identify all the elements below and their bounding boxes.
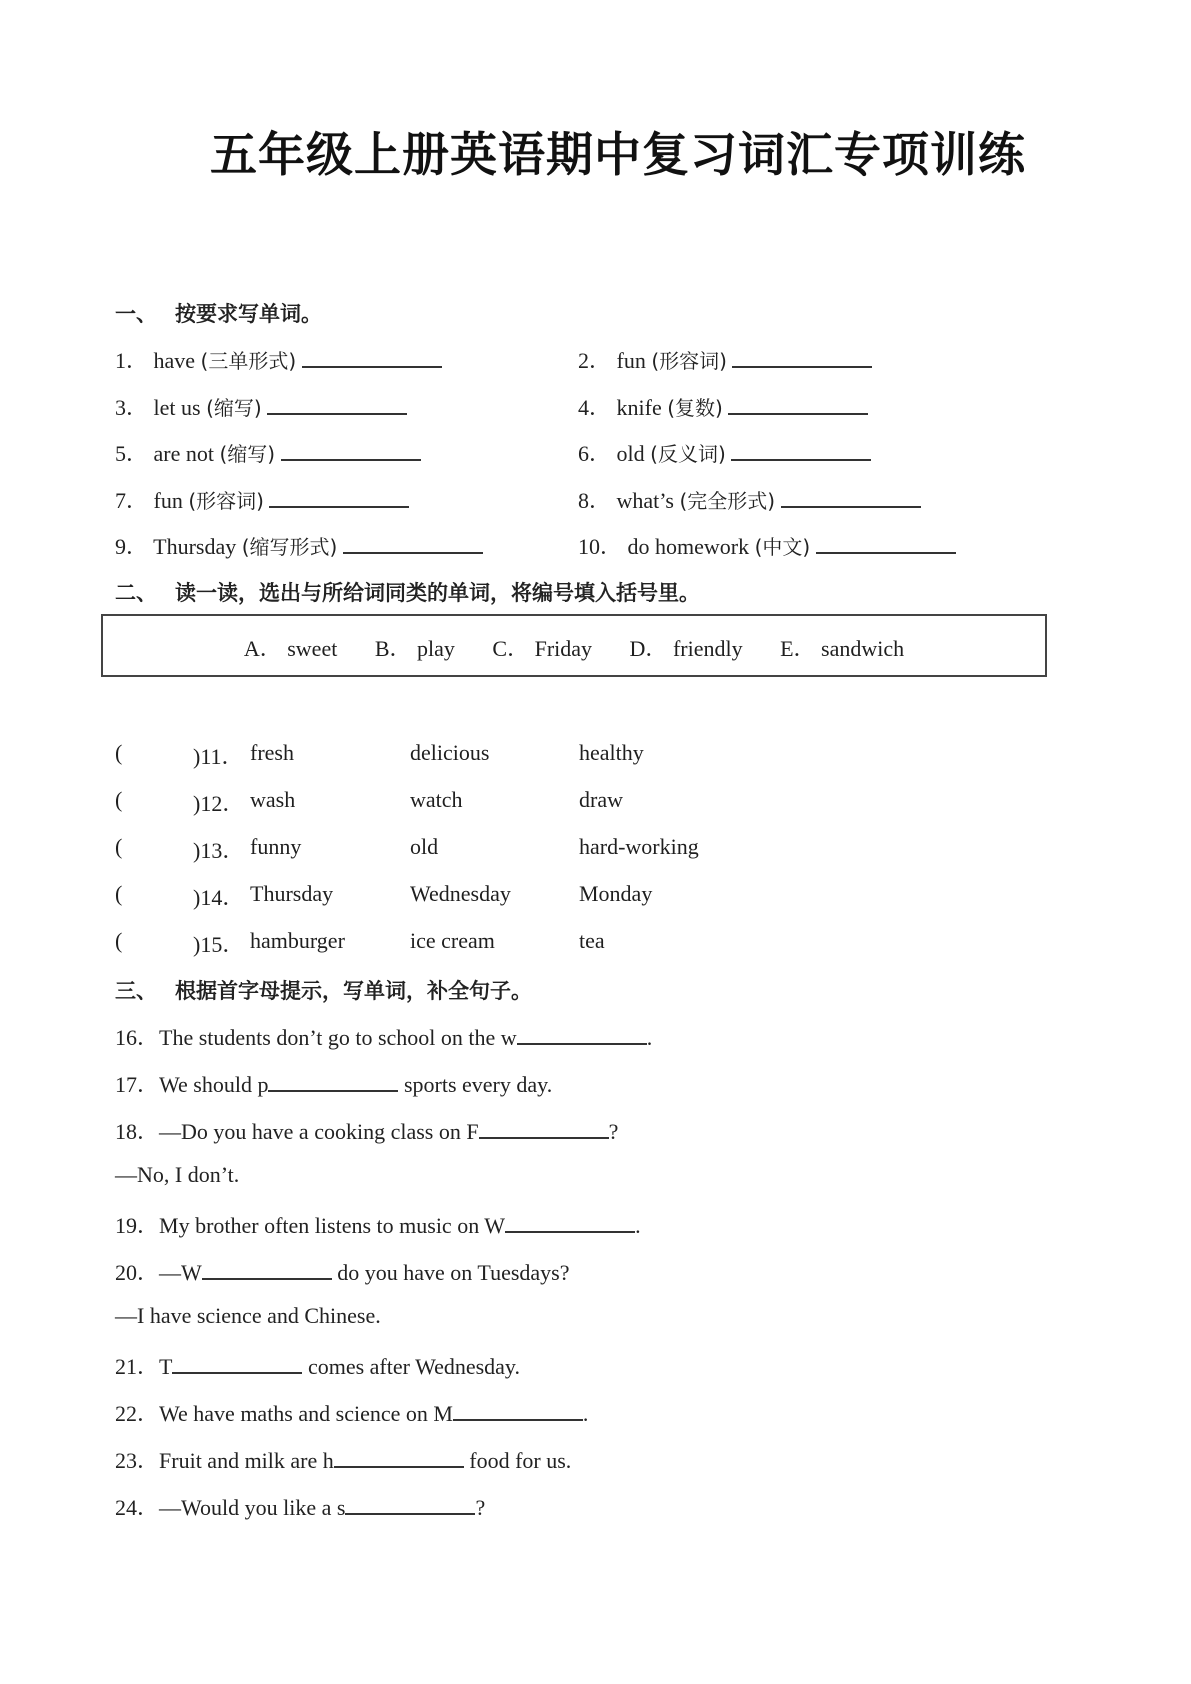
question-22: 22．We have maths and science on M . [115,1401,589,1426]
section-title: 按要求写单词。 [175,302,322,326]
page-title: 五年级上册英语期中复习词汇专项训练 [210,128,1026,183]
answer-blank[interactable] [479,1119,609,1139]
section-number: 一、 [115,302,157,326]
answer-blank[interactable] [816,534,956,554]
section-number: 二、 [115,581,157,605]
question-2: 2． fun (形容词) [578,344,872,375]
answer-blank[interactable] [334,1448,464,1468]
answer-blank[interactable] [781,488,921,508]
question-19: 19．My brother often listens to music on W . [115,1213,641,1238]
answer-blank[interactable] [302,348,442,368]
answer-blank[interactable] [517,1025,647,1045]
answer-paren[interactable]: ( [115,928,123,953]
answer-paren[interactable]: ( [115,787,123,812]
question-18: 18．—Do you have a cooking class on F ? [115,1119,619,1144]
question-9: 9． Thursday (缩写形式) [115,530,483,561]
question-8: 8． what’s (完全形式) [578,484,921,515]
answer-blank[interactable] [505,1213,635,1233]
question-24: 24．—Would you like a s ? [115,1495,486,1520]
section-title: 读一读，选出与所给词同类的单词，将编号填入括号里。 [175,581,700,605]
answer-paren[interactable]: ( [115,834,123,859]
section-2-heading [115,577,700,607]
question-23: 23．Fruit and milk are h food for us. [115,1448,572,1473]
option-a: A． sweet [243,636,338,661]
question-1: 1． have (三单形式) [115,344,442,375]
question-10: 10． do homework (中文) [578,530,956,561]
question-4: 4． knife (复数) [578,391,868,422]
answer-blank[interactable] [345,1495,475,1515]
question-7: 7． fun (形容词) [115,484,409,515]
section-1-heading [115,298,322,328]
option-c: C． Friday [492,636,593,661]
answer-paren[interactable]: ( [115,740,123,765]
answer-blank[interactable] [728,395,868,415]
answer-blank[interactable] [343,534,483,554]
question-21: 21．T comes after Wednesday. [115,1354,520,1379]
question-3: 3． let us (缩写) [115,391,407,422]
option-b: B． play [374,636,455,661]
answer-blank[interactable] [281,441,421,461]
answer-blank[interactable] [269,488,409,508]
answer-paren[interactable]: ( [115,881,123,906]
answer-blank[interactable] [267,395,407,415]
dialogue-reply-20: —I have science and Chinese. [115,1303,381,1328]
answer-blank[interactable] [732,348,872,368]
option-e: E． sandwich [780,636,905,661]
answer-blank[interactable] [172,1354,302,1374]
dialogue-reply-18: —No, I don’t. [115,1162,240,1187]
question-17: 17．We should p sports every day. [115,1072,553,1097]
question-5: 5． are not (缩写) [115,437,421,468]
option-d: D． friendly [629,636,743,661]
section-number: 三、 [115,979,157,1003]
answer-blank[interactable] [202,1260,332,1280]
question-20: 20．—W do you have on Tuesdays? [115,1260,570,1285]
section-title: 根据首字母提示，写单词，补全句子。 [175,979,532,1003]
answer-blank[interactable] [731,441,871,461]
options-list [101,632,1047,663]
answer-blank[interactable] [453,1401,583,1421]
answer-blank[interactable] [268,1072,398,1092]
section-3-heading [115,975,532,1005]
question-6: 6． old (反义词) [578,437,871,468]
question-16: 16．The students don’t go to school on the w . [115,1025,653,1050]
